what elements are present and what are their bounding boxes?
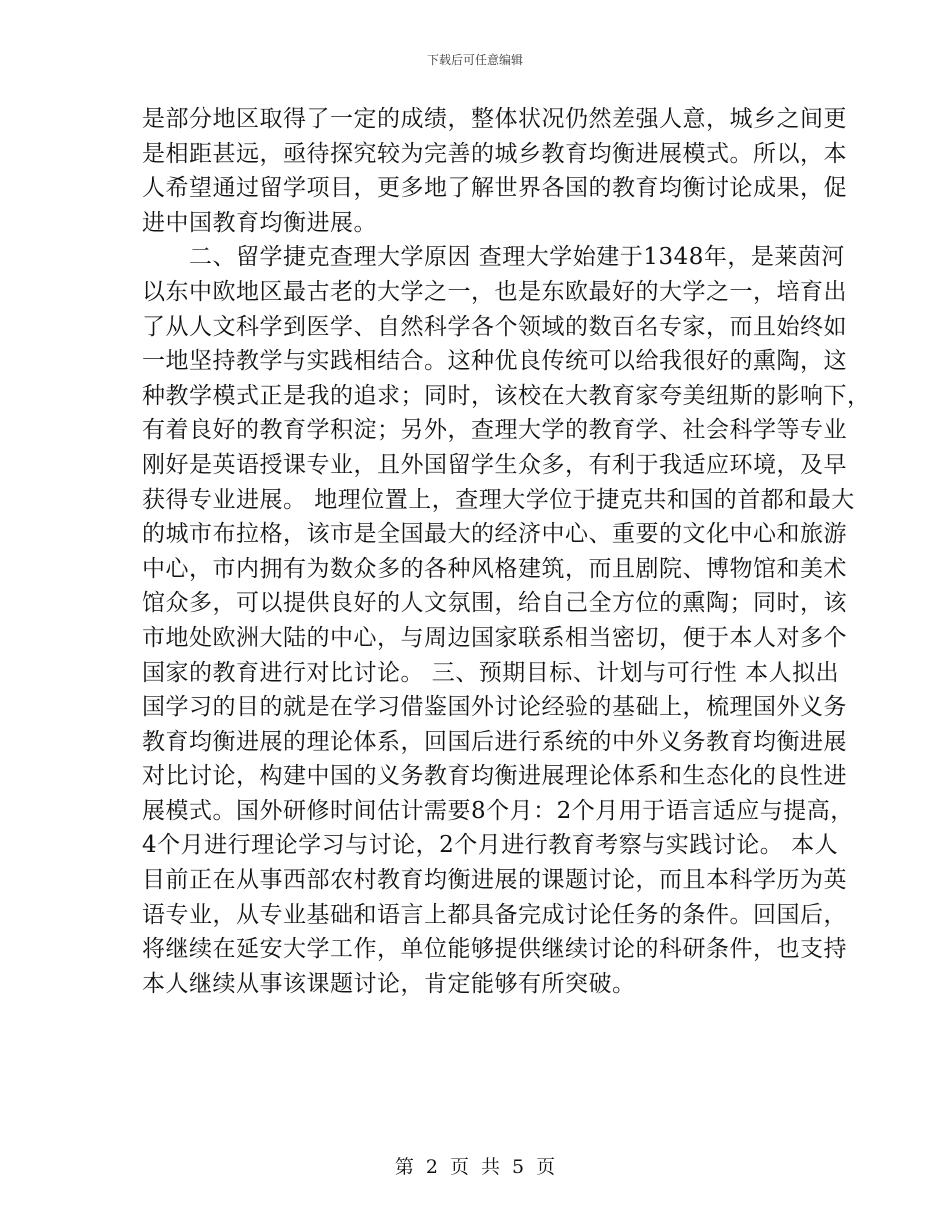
body-line: 目前正在从事西部农村教育均衡进展的课题讨论，而且本科学历为英 <box>142 867 847 894</box>
body-line: 中心，市内拥有为数众多的各种风格建筑，而且剧院、博物馆和美术 <box>142 555 847 582</box>
body-line: 有着良好的教育学积淀；另外，查理大学的教育学、社会科学等专业 <box>142 417 847 444</box>
body-line: 本人继续从事该课题讨论，肯定能够有所突破。 <box>142 970 636 997</box>
body-line: 二、留学捷克查理大学原因 查理大学始建于1348年，是莱茵河 <box>142 244 845 271</box>
body-line: 语专业，从专业基础和语言上都具备完成讨论任务的条件。回国后， <box>142 901 847 928</box>
body-line: 展模式。国外研修时间估计需要8个月：2个月用于语言适应与提高， <box>142 797 854 824</box>
body-line: 进中国教育均衡进展。 <box>142 209 377 236</box>
body-line: 获得专业进展。 地理位置上，查理大学位于捷克共和国的首都和最大 <box>142 486 855 513</box>
page-footer: 第 2 页 共 5 页 <box>394 1156 556 1178</box>
document-body <box>142 102 871 1001</box>
body-line: 市地处欧洲大陆的中心，与周边国家联系相当密切，便于本人对多个 <box>142 624 847 651</box>
body-line: 将继续在延安大学工作，单位能够提供继续讨论的科研条件，也支持 <box>142 936 847 963</box>
body-line: 一地坚持教学与实践相结合。这种优良传统可以给我很好的熏陶，这 <box>142 348 847 375</box>
page-header: 下载后可任意编辑 <box>426 53 523 67</box>
body-line: 是相距甚远，亟待探究较为完善的城乡教育均衡进展模式。所以，本 <box>142 140 847 167</box>
body-line: 对比讨论，构建中国的义务教育均衡进展理论体系和生态化的良性进 <box>142 763 847 790</box>
body-line: 教育均衡进展的理论体系，回国后进行系统的中外义务教育均衡进展 <box>142 728 847 755</box>
body-line: 种教学模式正是我的追求；同时，该校在大教育家夸美纽斯的影响下， <box>142 382 871 409</box>
body-line: 以东中欧地区最古老的大学之一，也是东欧最好的大学之一，培育出 <box>142 278 847 305</box>
body-line: 是部分地区取得了一定的成绩，整体状况仍然差强人意，城乡之间更 <box>142 106 847 132</box>
body-line: 国学习的目的就是在学习借鉴国外讨论经验的基础上，梳理国外义务 <box>142 694 847 721</box>
body-line: 人希望通过留学项目，更多地了解世界各国的教育均衡讨论成果，促 <box>142 175 847 202</box>
body-line: 刚好是英语授课专业，且外国留学生众多，有利于我适应环境，及早 <box>142 451 847 478</box>
body-line: 的城市布拉格，该市是全国最大的经济中心、重要的文化中心和旅游 <box>142 521 847 548</box>
body-line: 国家的教育进行对比讨论。 三、预期目标、计划与可行性 本人拟出 <box>142 659 840 686</box>
body-line: 了从人文科学到医学、自然科学各个领域的数百名专家，而且始终如 <box>142 313 847 340</box>
body-line: 4个月进行理论学习与讨论，2个月进行教育考察与实践讨论。 本人 <box>142 832 839 859</box>
body-line: 馆众多，可以提供良好的人文氛围，给自己全方位的熏陶；同时，该 <box>142 590 847 617</box>
